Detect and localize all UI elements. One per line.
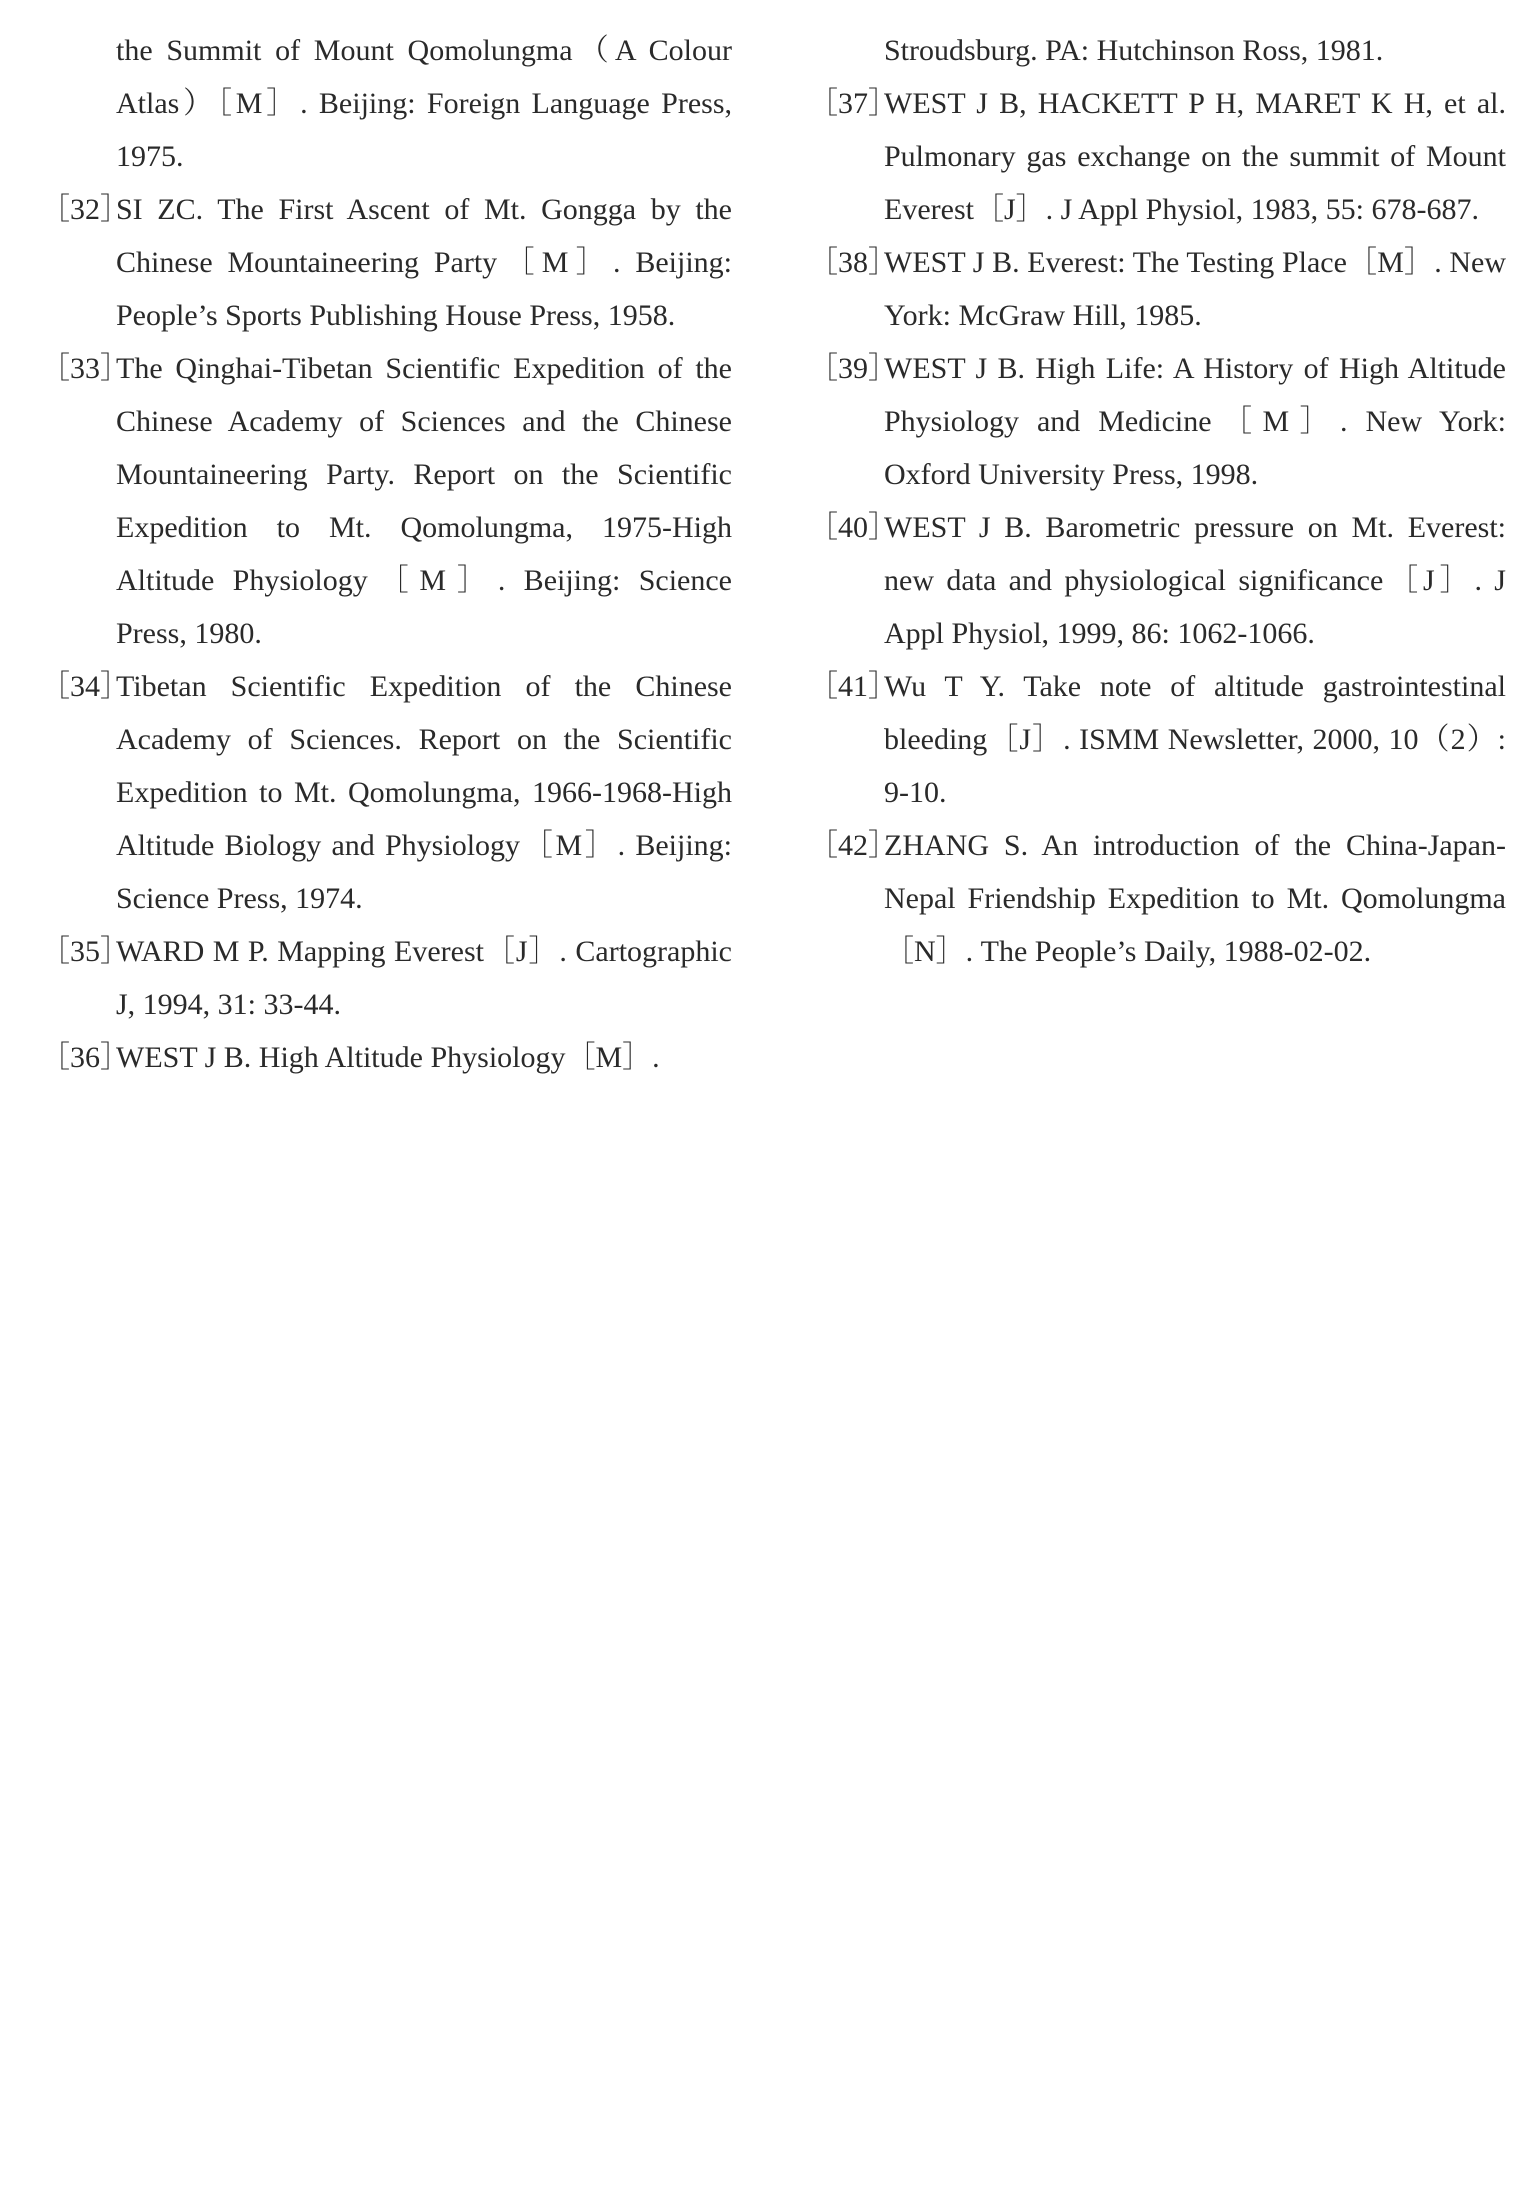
reference-item-31-continued [40, 24, 732, 183]
reference-text: WARD M P. Mapping Everest［J］. Cartographic J, 1994, 31: 33-44. [116, 935, 732, 1021]
reference-text: ZHANG S. An introduction of the China-Japan-Nepal Friendship Expedition to Mt. Qomolungma［N］. The People’s Daily, 1988-02-02. [884, 829, 1506, 968]
reference-item-33 [40, 342, 732, 660]
reference-text: WEST J B. High Life: A History of High Altitude Physiology and Medicine［M］. New York: Oxford University Press, 1998. [884, 352, 1506, 491]
reference-number: ［36］ [40, 1041, 130, 1074]
reference-item-34 [40, 660, 732, 925]
reference-item-36 [40, 1031, 732, 1084]
right-reference-column [808, 24, 1506, 978]
reference-text: Wu T Y. Take note of altitude gastrointestinal bleeding［J］. ISMM Newsletter, 2000, 10（2）: 9-10. [884, 670, 1506, 809]
reference-text: The Qinghai-Tibetan Scientific Expedition of the Chinese Academy of Sciences and the Chinese Mountaineering Party. Report on the Scientific Expedition to Mt. Qomolungma, 1975-High Altitude Physiology［M］. Beijing: Science Press, 1980. [116, 352, 732, 650]
reference-item-39 [808, 342, 1506, 501]
reference-number: ［32］ [40, 193, 130, 226]
reference-number: ［38］ [808, 246, 898, 279]
reference-item-36-continued [808, 24, 1506, 77]
reference-item-32 [40, 183, 732, 342]
reference-text: WEST J B, HACKETT P H, MARET K H, et al. Pulmonary gas exchange on the summit of Mount Everest［J］. J Appl Physiol, 1983, 55: 678-687. [884, 87, 1506, 226]
reference-text: the Summit of Mount Qomolungma（A Colour Atlas）［M］. Beijing: Foreign Language Press, 1975. [116, 34, 732, 173]
reference-item-41 [808, 660, 1506, 819]
reference-number: ［35］ [40, 935, 130, 968]
reference-item-42 [808, 819, 1506, 978]
reference-text: WEST J B. Everest: The Testing Place［M］. New York: McGraw Hill, 1985. [884, 246, 1506, 332]
reference-number: ［42］ [808, 829, 898, 862]
reference-number: ［41］ [808, 670, 898, 703]
reference-number: ［39］ [808, 352, 898, 385]
reference-text: SI ZC. The First Ascent of Mt. Gongga by the Chinese Mountaineering Party［M］. Beijing: People’s Sports Publishing House Press, 1958. [116, 193, 732, 332]
reference-number: ［33］ [40, 352, 130, 385]
reference-text: WEST J B. Barometric pressure on Mt. Everest: new data and physiological significance［J］. J Appl Physiol, 1999, 86: 1062-1066. [884, 511, 1506, 650]
reference-text: WEST J B. High Altitude Physiology［M］. [116, 1041, 660, 1074]
reference-item-35 [40, 925, 732, 1031]
reference-number: ［37］ [808, 87, 898, 120]
reference-number: ［34］ [40, 670, 130, 703]
reference-number: ［40］ [808, 511, 898, 544]
reference-item-37 [808, 77, 1506, 236]
reference-item-40 [808, 501, 1506, 660]
reference-text: Tibetan Scientific Expedition of the Chinese Academy of Sciences. Report on the Scientific Expedition to Mt. Qomolungma, 1966-1968-High Altitude Biology and Physiology［M］. Beijing: Science Press, 1974. [116, 670, 732, 915]
left-reference-column [40, 24, 732, 1084]
reference-text: Stroudsburg. PA: Hutchinson Ross, 1981. [884, 34, 1384, 67]
reference-item-38 [808, 236, 1506, 342]
